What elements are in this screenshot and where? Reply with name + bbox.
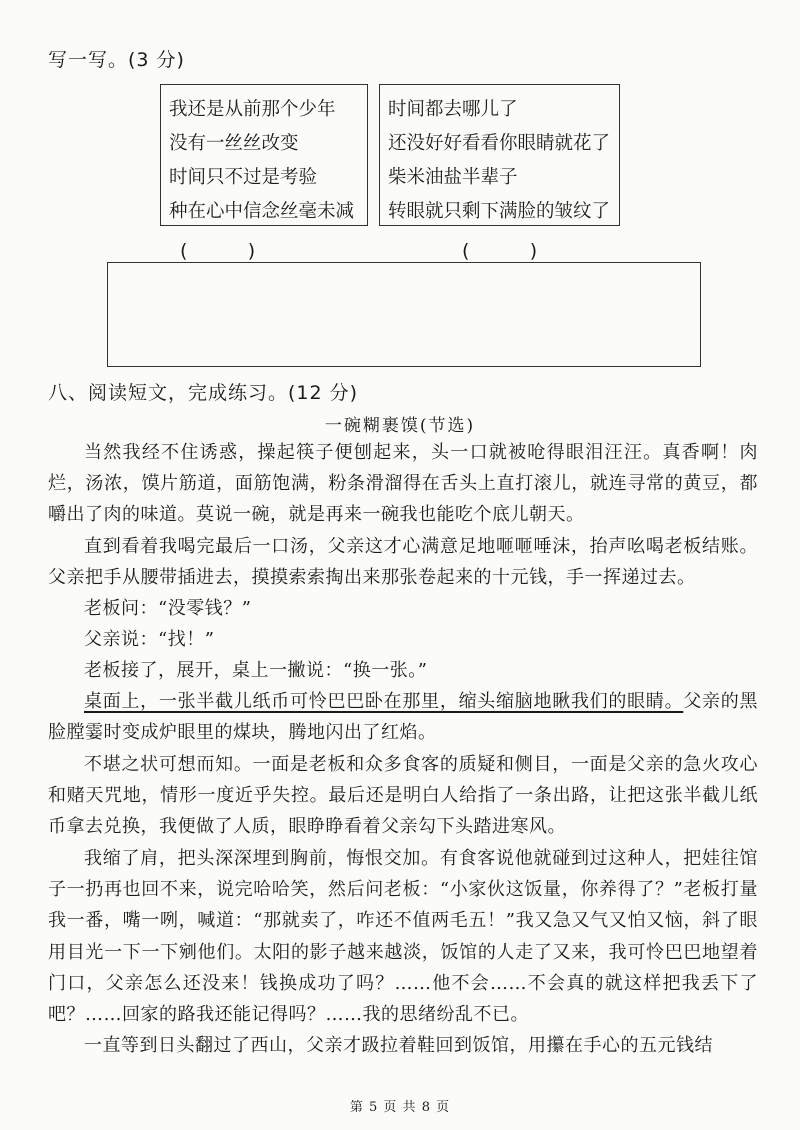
paragraph-8: 我缩了肩，把头深深埋到胸前，悔恨交加。有食客说他就碰到过这种人，把娃往馆子一扔再也回不来，说完哈哈笑，然后问老板：“小家伙这饭量，你养得了？”老板打量我一番，嘴一咧，喊道：“那就卖了，咋还不值两毛五！”我又急又气又怕又恼，斜了眼用目光一下一下剜他们。太阳的影子越来越淡，饭馆的人走了又来，我可怜巴巴地望着门口，父亲怎么还没来！钱换成功了吗？……他不会……不会真的就这样把我丢下了吧？……回家的路我还能记得吗？……我的思绪纷乱不已。 <box>48 848 758 1026</box>
lyric-line: 我还是从前那个少年 <box>169 99 336 120</box>
paragraph-6 <box>48 686 758 748</box>
lyric-line: 柴米油盐半辈子 <box>388 167 518 188</box>
underlined-sentence: 桌面上，一张半截儿纸币可怜巴巴卧在那里，缩头缩脑地瞅我们的眼睛。 <box>84 691 684 712</box>
page-footer: 第 5 页 共 8 页 <box>349 1100 451 1115</box>
lyric-line: 时间都去哪儿了 <box>388 99 518 120</box>
answer-blank-left[interactable]: ( ) <box>180 240 256 262</box>
paragraph-3: 老板问：“没零钱？” <box>84 598 252 619</box>
question-heading: 写一写。(3 分) <box>48 49 185 71</box>
lyric-line: 时间只不过是考验 <box>169 167 318 188</box>
paragraph-9: 一直等到日头翻过了西山，父亲才趿拉着鞋回到饭馆，用攥在手心的五元钱结 <box>84 1035 713 1056</box>
writing-answer-box[interactable] <box>107 262 701 367</box>
lyric-line: 还没好好看看你眼睛就花了 <box>388 133 611 154</box>
lyric-line: 种在心中信念丝毫未减 <box>169 201 355 222</box>
lyrics-box-left <box>160 84 368 226</box>
lyric-line: 转眼就只剩下满脸的皱纹了 <box>388 201 611 222</box>
paragraph-4: 父亲说：“找！” <box>84 629 215 650</box>
paragraph-6-rest: 父亲的黑脸膛霎时变成炉眼里的煤块，腾地闪出了红焰。 <box>48 691 758 744</box>
lyric-line: 没有一丝丝改变 <box>169 133 299 154</box>
paragraph-1: 当然我经不住诱惑，操起筷子便刨起来，头一口就被呛得眼泪汪汪。真香啊！肉烂，汤浓，馍片筋道，面筋饱满，粉条滑溜得在舌头上直打滚儿，就连寻常的黄豆，都嚼出了肉的味道。莫说一碗，就是再来一碗我也能吃个底儿朝天。 <box>48 442 758 526</box>
story-title: 一碗糊裹馍(节选) <box>324 416 476 436</box>
paragraph-7: 不堪之状可想而知。一面是老板和众多食客的质疑和侧目，一面是父亲的急火攻心和赌天咒地，情形一度近乎失控。最后还是明白人给指了一条出路，让把这张半截儿纸币拿去兑换，我便做了人质，眼睁睁看着父亲勾下头踏进寒风。 <box>48 754 758 838</box>
answer-blank-right[interactable]: ( ) <box>462 240 538 262</box>
paragraph-2: 直到看着我喝完最后一口汤，父亲这才心满意足地咂咂唾沫，抬声吆喝老板结账。父亲把手从腰带插进去，摸摸索索掏出来那张卷起来的十元钱，手一挥递过去。 <box>48 536 758 589</box>
lyrics-box-right <box>379 84 620 226</box>
paragraph-5: 老板接了，展开，桌上一撇说：“换一张。” <box>84 660 428 681</box>
section-title: 八、阅读短文，完成练习。(12 分) <box>48 382 359 404</box>
